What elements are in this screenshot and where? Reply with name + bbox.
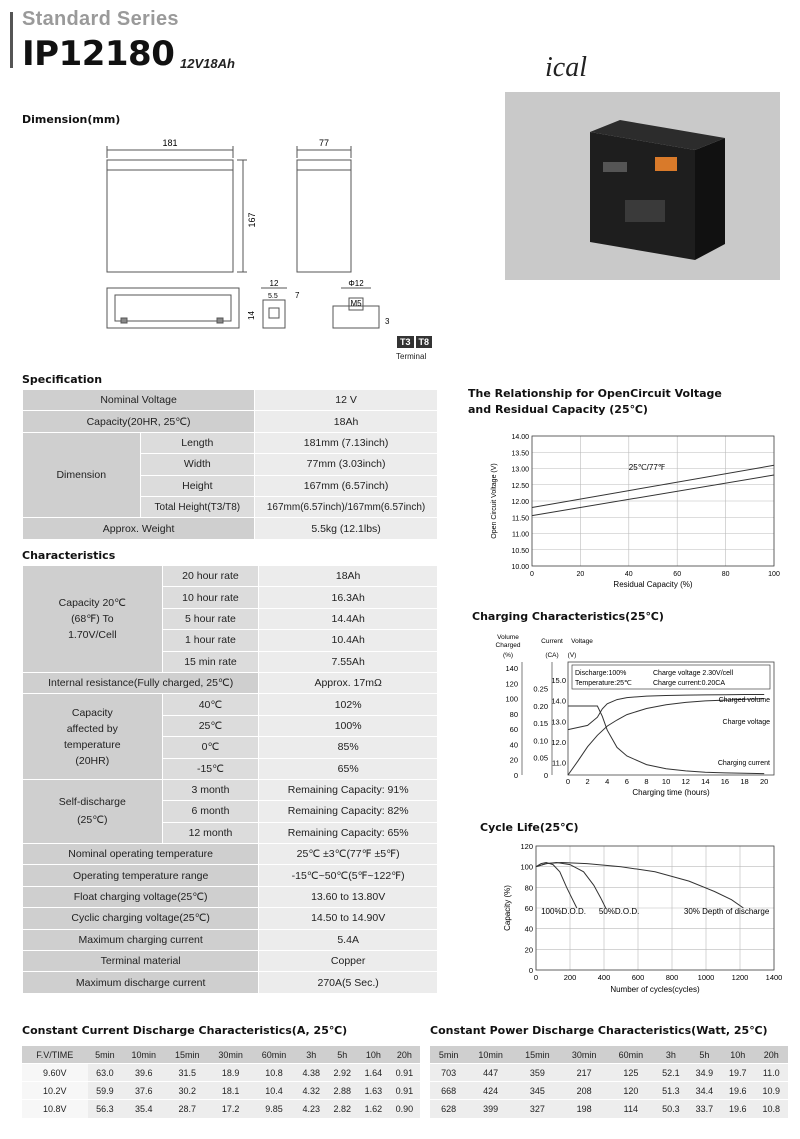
cc-cell: 0.90 (389, 1100, 420, 1118)
cc-cell: 4.38 (296, 1064, 327, 1082)
x-tick-label: 100 (768, 571, 780, 578)
cp-cell: 33.7 (688, 1100, 721, 1118)
info-discharge: Discharge:100% (575, 670, 627, 677)
current-tick-label: 0.25 (533, 684, 548, 694)
charging-chart (468, 630, 784, 805)
dim-terminal-b: 14 (247, 311, 256, 320)
x-tick-label: 14 (701, 777, 710, 786)
volume-tick-label: 60 (509, 725, 518, 735)
cc-cell: 18.9 (209, 1064, 252, 1082)
x-tick-label: 16 (720, 777, 730, 786)
x-tick-label: 8 (644, 777, 649, 786)
x-axis-label: Number of cycles(cycles) (610, 985, 700, 994)
cp-cell: 217 (561, 1064, 608, 1082)
cc-header-row (22, 1046, 420, 1064)
char-row: Capacity affected by temperature (20HR) 40℃ 102% (23, 694, 438, 715)
temperature-group-label: Capacity affected by temperature (20HR) (23, 694, 163, 780)
axis-head-volume-unit: (%) (502, 652, 514, 659)
y-tick-label: 20 (524, 945, 533, 955)
cc-row (22, 1082, 420, 1100)
dim-terminal-d: 3 (385, 317, 390, 326)
cc-cell: 0.91 (389, 1064, 420, 1082)
cc-cell: 63.0 (88, 1064, 123, 1082)
cp-cell: 668 (430, 1082, 467, 1100)
char-row: 12 month Remaining Capacity: 65% (23, 822, 438, 843)
cc-header-cell: 10h (358, 1046, 389, 1064)
cp-cell: 34.4 (688, 1082, 721, 1100)
spec-row-capacity: Capacity(20HR, 25℃) 18Ah (23, 411, 438, 432)
char-row: 25℃ 100% (23, 715, 438, 736)
model-subtitle: 12V18Ah (180, 56, 235, 71)
volume-tick-label: 20 (509, 755, 518, 765)
cc-cell: 10.8V (22, 1100, 88, 1118)
char-row: 6 month Remaining Capacity: 82% (23, 801, 438, 822)
y-axis-label: Capacity (%) (503, 885, 512, 931)
x-tick-label: 80 (721, 571, 730, 578)
cc-cell: 39.6 (122, 1064, 165, 1082)
info-charge-current: Charge current:0.20CA (653, 680, 725, 687)
spec-row-width: Width 77mm (3.03inch) (23, 454, 438, 475)
characteristics-title: Characteristics (22, 549, 116, 562)
axis-head-current-unit: (CA) (545, 652, 559, 659)
char-row: Self-discharge (25℃) 3 month Remaining Capacity: 91% (23, 779, 438, 800)
x-tick-label: 10 (661, 777, 671, 786)
terminal-code-t8: T8 (416, 336, 433, 348)
spec-row-voltage: Nominal Voltage 12 V (23, 390, 438, 411)
x-tick-label: 1000 (697, 973, 715, 982)
cp-header-cell: 10min (467, 1046, 514, 1064)
cp-cell: 125 (607, 1064, 654, 1082)
cc-cell: 1.63 (358, 1082, 389, 1100)
y-axis-label: Open Circuit Voltage (V) (491, 463, 498, 539)
char-row: 10 hour rate 16.3Ah (23, 587, 438, 608)
terminal-codes (397, 336, 432, 348)
label-30-dod: 30% Depth of discharge (683, 907, 770, 917)
y-tick-label: 11.50 (512, 515, 529, 523)
cc-cell: 2.88 (327, 1082, 358, 1100)
cc-cell: 35.4 (122, 1100, 165, 1118)
x-tick-label: 0 (533, 973, 539, 982)
current-tick-label: 0.05 (533, 753, 548, 763)
label-100-dod: 100%D.O.D. (541, 907, 587, 917)
y-tick-label: 10.00 (511, 564, 529, 571)
cp-cell: 11.0 (754, 1064, 788, 1082)
char-row: 0℃ 85% (23, 737, 438, 758)
dim-length: 181 (162, 138, 178, 148)
voltage-tick-label: 13.0 (551, 717, 566, 727)
cc-cell: 1.62 (358, 1100, 389, 1118)
y-tick-label: 80 (524, 883, 533, 893)
char-row-internal-resistance: Internal resistance(Fully charged, 25℃) Approx. 17mΩ (23, 672, 438, 693)
cc-cell: 2.82 (327, 1100, 358, 1118)
info-charge-voltage: Charge voltage 2.30V/cell (653, 670, 734, 677)
cc-header-cell: 3h (296, 1046, 327, 1064)
cp-cell: 359 (514, 1064, 561, 1082)
cp-cell: 19.6 (721, 1082, 754, 1100)
cycle-life-chart (496, 840, 788, 998)
char-row: 5 hour rate 14.4Ah (23, 608, 438, 629)
specification-title: Specification (22, 373, 103, 386)
cp-cell: 114 (607, 1100, 654, 1118)
cp-cell: 10.9 (754, 1082, 788, 1100)
volume-tick-label: 80 (509, 709, 518, 719)
cp-cell: 703 (430, 1064, 467, 1082)
cp-header-row (430, 1046, 788, 1064)
dim-terminal-dia: Φ12 (348, 279, 364, 288)
battery-image (505, 92, 780, 280)
y-tick-label: 0 (528, 966, 533, 975)
current-tick-label: 0.20 (533, 701, 548, 711)
cp-cell: 447 (467, 1064, 514, 1082)
characteristics-table (22, 565, 438, 994)
cp-header-cell: 20h (754, 1046, 788, 1064)
self-discharge-group-label: Self-discharge (25℃) (23, 779, 163, 843)
dimension-drawing (95, 138, 440, 363)
cp-header-cell: 5h (688, 1046, 721, 1064)
cp-cell: 52.1 (654, 1064, 687, 1082)
spec-row-length: Dimension Length 181mm (7.13inch) (23, 432, 438, 453)
spec-row-total-height: Total Height(T3/T8) 167mm(6.57inch)/167mm(6.57inch) (23, 496, 438, 517)
ocv-annotation: 25℃/77℉ (628, 463, 666, 473)
cp-cell: 10.8 (754, 1100, 788, 1118)
cp-cell: 628 (430, 1100, 467, 1118)
char-row: 1 hour rate 10.4Ah (23, 630, 438, 651)
cp-cell: 399 (467, 1100, 514, 1118)
cc-cell: 17.2 (209, 1100, 252, 1118)
x-tick-label: 6 (624, 777, 629, 786)
label-50-dod: 50%D.O.D. (598, 907, 640, 917)
y-tick-label: 10.50 (511, 547, 529, 555)
cp-table-title: Constant Power Discharge Characteristics(Watt, 25℃) (430, 1024, 768, 1037)
char-row: Capacity 20℃ (68℉) To 1.70V/Cell 20 hour rate 18Ah (23, 566, 438, 587)
cc-cell: 31.5 (166, 1064, 209, 1082)
dim-terminal-width: 12 (269, 279, 279, 288)
char-row: Cyclic charging voltage(25℃) 14.50 to 14.90V (23, 908, 438, 929)
cc-cell: 37.6 (122, 1082, 165, 1100)
y-tick-label: 12.00 (511, 499, 529, 506)
cycle-series-line (536, 863, 743, 909)
cc-cell: 0.91 (389, 1082, 420, 1100)
info-temperature: Temperature:25℃ (575, 680, 632, 687)
axis-head-voltage-unit: (V) (567, 652, 577, 659)
cp-cell: 50.3 (654, 1100, 687, 1118)
y-tick-label: 120 (520, 842, 533, 851)
voltage-tick-label: 12.0 (551, 737, 566, 747)
char-row: -15℃ 65% (23, 758, 438, 779)
x-tick-label: 12 (681, 777, 690, 786)
y-tick-label: 60 (524, 904, 533, 913)
series-title: Standard Series (22, 8, 179, 30)
constant-current-table (22, 1045, 420, 1118)
y-tick-label: 12.50 (511, 482, 529, 490)
ocv-chart-title: The Relationship for OpenCircuit Voltage and Residual Capacity (25℃) (468, 387, 722, 416)
cc-cell: 10.2V (22, 1082, 88, 1100)
current-tick-label: 0.10 (533, 736, 548, 746)
cp-cell: 424 (467, 1082, 514, 1100)
capacity-group-label: Capacity 20℃ (68℉) To 1.70V/Cell (23, 566, 163, 673)
y-tick-label: 11.00 (512, 531, 529, 539)
cc-header-cell: 60min (252, 1046, 295, 1064)
x-tick-label: 0 (530, 571, 534, 578)
cc-header-cell: 20h (389, 1046, 420, 1064)
spec-row-height: Height 167mm (6.57inch) (23, 475, 438, 496)
cp-cell: 51.3 (654, 1082, 687, 1100)
volume-tick-label: 40 (509, 740, 518, 750)
char-row: Maximum charging current 5.4A (23, 929, 438, 950)
cp-cell: 345 (514, 1082, 561, 1100)
volume-tick-label: 120 (505, 679, 518, 689)
dimension-title: Dimension(mm) (22, 113, 121, 126)
x-tick-label: 20 (576, 571, 585, 578)
x-tick-label: 60 (673, 571, 682, 578)
x-tick-label: 200 (563, 973, 577, 982)
dim-width: 77 (318, 138, 330, 148)
cp-header-cell: 30min (561, 1046, 608, 1064)
label-charge-voltage: Charge voltage (722, 719, 770, 726)
constant-power-table (430, 1045, 788, 1118)
cp-header-cell: 10h (721, 1046, 754, 1064)
cp-header-cell: 3h (654, 1046, 687, 1064)
cycle-chart-title: Cycle Life(25℃) (480, 821, 579, 834)
cp-cell: 34.9 (688, 1064, 721, 1082)
y-tick-label: 100 (520, 862, 533, 872)
char-row: 15 min rate 7.55Ah (23, 651, 438, 672)
cp-row (430, 1082, 788, 1100)
cp-row (430, 1100, 788, 1118)
char-row: Float charging voltage(25℃) 13.60 to 13.80V (23, 886, 438, 907)
header-accent-bar (10, 12, 13, 68)
cp-cell: 198 (561, 1100, 608, 1118)
cp-cell: 208 (561, 1082, 608, 1100)
dim-terminal-c: 5.5 (268, 293, 278, 300)
terminal-label: Terminal (396, 352, 427, 361)
char-row: Operating temperature range -15℃~50℃(5℉~122℉) (23, 865, 438, 886)
cp-row (430, 1064, 788, 1082)
x-tick-label: 1200 (731, 973, 749, 982)
x-tick-label: 800 (665, 973, 679, 982)
x-tick-label: 18 (740, 777, 749, 786)
cp-cell: 120 (607, 1082, 654, 1100)
cc-cell: 4.32 (296, 1082, 327, 1100)
dim-terminal-m: M5 (350, 299, 362, 308)
cc-cell: 28.7 (166, 1100, 209, 1118)
cycle-series-line (536, 863, 577, 909)
cc-cell: 10.4 (252, 1082, 295, 1100)
y-tick-label: 40 (524, 924, 533, 934)
x-tick-label: 400 (597, 973, 611, 982)
char-row: Nominal operating temperature 25℃ ±3℃(77℉ ±5℉) (23, 844, 438, 865)
cycle-series-line (536, 863, 606, 909)
label-charged-volume: Charged volume (718, 697, 770, 704)
cc-cell: 4.23 (296, 1100, 327, 1118)
cc-cell: 9.85 (252, 1100, 295, 1118)
product-photo (505, 92, 780, 280)
cp-cell: 19.7 (721, 1064, 754, 1082)
charging-chart-title: Charging Characteristics(25℃) (472, 610, 664, 623)
axis-head-volume-2: Charged (495, 642, 521, 649)
cp-header-cell: 5min (430, 1046, 467, 1064)
voltage-tick-label: 11.0 (551, 758, 566, 768)
cc-header-cell: 10min (122, 1046, 165, 1064)
cp-cell: 327 (514, 1100, 561, 1118)
terminal-code-t3: T3 (397, 336, 414, 348)
cc-header-cell: 5h (327, 1046, 358, 1064)
cc-cell: 10.8 (252, 1064, 295, 1082)
cp-cell: 19.6 (721, 1100, 754, 1118)
volume-tick-label: 100 (505, 694, 518, 704)
specification-table (22, 389, 438, 540)
cc-cell: 30.2 (166, 1082, 209, 1100)
ocv-series-line (532, 475, 774, 516)
char-row: Maximum discharge current 270A(5 Sec.) (23, 972, 438, 993)
x-axis-label: Charging time (hours) (632, 788, 710, 797)
current-tick-label: 0 (543, 771, 548, 780)
cc-cell: 2.92 (327, 1064, 358, 1082)
ocv-chart (482, 426, 788, 594)
dim-height: 167 (247, 212, 257, 228)
cc-cell: 9.60V (22, 1064, 88, 1082)
current-tick-label: 0.15 (533, 719, 548, 729)
axis-head-current: Current (541, 638, 563, 645)
voltage-tick-label: 14.0 (551, 696, 566, 706)
axis-head-voltage: Voltage (571, 638, 593, 645)
y-tick-label: 13.50 (511, 450, 529, 458)
voltage-tick-label: 15.0 (551, 676, 566, 685)
cc-cell: 18.1 (209, 1082, 252, 1100)
cc-table-title: Constant Current Discharge Characteristics(A, 25℃) (22, 1024, 348, 1037)
cc-cell: 1.64 (358, 1064, 389, 1082)
x-tick-label: 0 (565, 777, 571, 786)
brand-logo: ical (545, 52, 587, 83)
x-axis-label: Residual Capacity (%) (613, 580, 693, 589)
x-tick-label: 600 (631, 973, 645, 982)
x-tick-label: 2 (585, 777, 590, 786)
spec-row-weight: Approx. Weight 5.5kg (12.1lbs) (23, 518, 438, 539)
cc-row (22, 1064, 420, 1082)
label-charging-current: Charging current (717, 760, 770, 767)
cc-cell: 59.9 (88, 1082, 123, 1100)
x-tick-label: 40 (624, 571, 633, 578)
x-tick-label: 20 (760, 777, 769, 786)
cc-row (22, 1100, 420, 1118)
axis-head-volume: Volume (497, 634, 519, 641)
y-tick-label: 13.00 (511, 466, 529, 474)
model-number: IP12180 (22, 34, 175, 74)
volume-tick-label: 140 (505, 664, 518, 673)
x-tick-label: 4 (605, 777, 610, 786)
cc-header-cell: F.V/TIME (22, 1046, 88, 1064)
cc-cell: 56.3 (88, 1100, 123, 1118)
char-row: Terminal material Copper (23, 951, 438, 972)
cc-header-cell: 30min (209, 1046, 252, 1064)
y-tick-label: 14.00 (511, 434, 529, 441)
x-tick-label: 1400 (765, 973, 783, 982)
dim-terminal-a: 7 (295, 291, 300, 300)
cp-header-cell: 60min (607, 1046, 654, 1064)
volume-tick-label: 0 (513, 771, 518, 780)
cp-header-cell: 15min (514, 1046, 561, 1064)
cc-header-cell: 15min (166, 1046, 209, 1064)
cc-header-cell: 5min (88, 1046, 123, 1064)
